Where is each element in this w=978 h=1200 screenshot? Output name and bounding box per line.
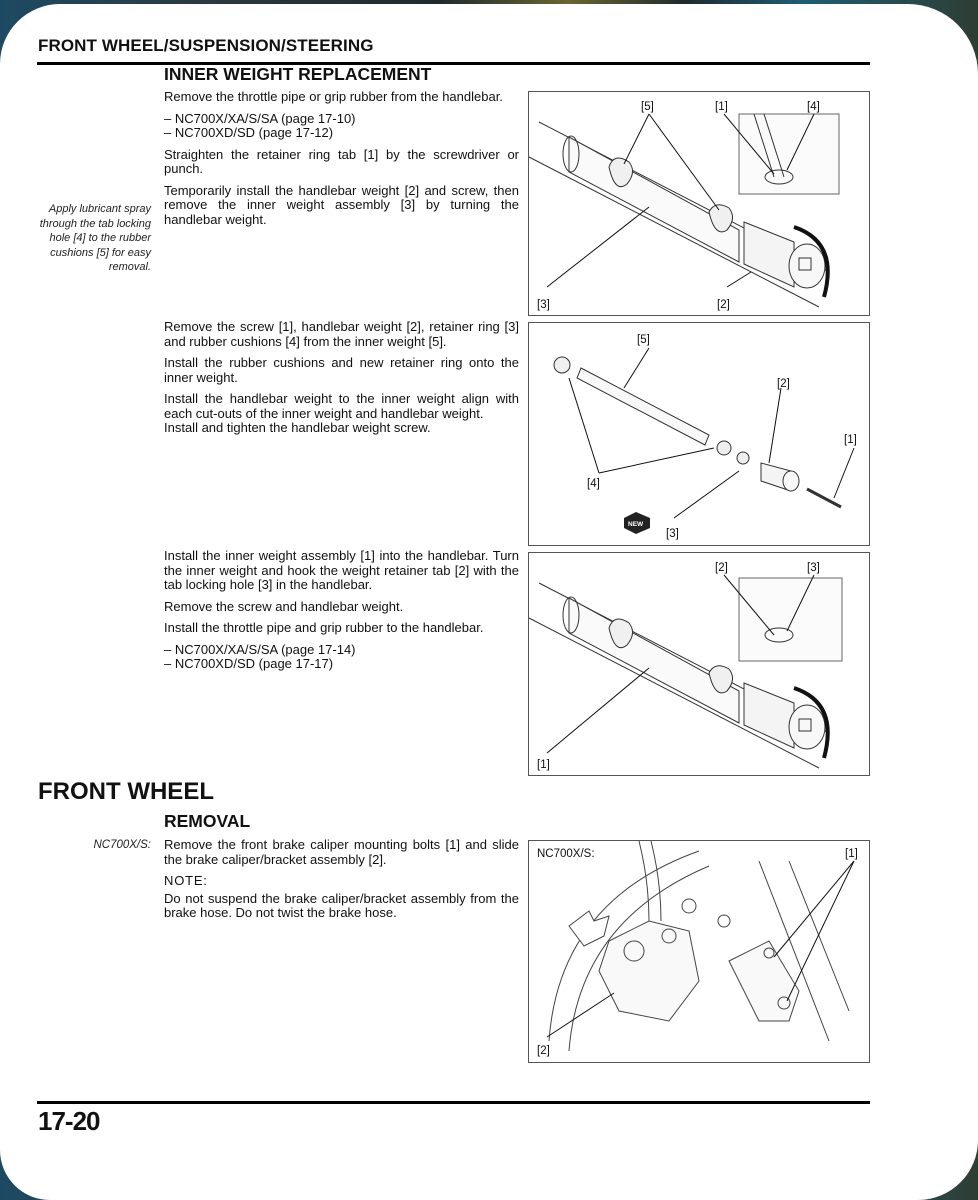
fig2-label-4: [4]: [587, 478, 600, 490]
fig2-label-2: [2]: [777, 378, 790, 390]
step3-ref-2: – NC700XD/SD (page 17-17): [164, 656, 334, 671]
fig1-label-4: [4]: [807, 101, 820, 113]
footer-rule: [37, 1101, 870, 1104]
header-rule: [37, 62, 870, 65]
figure-inner-weight-exploded: [528, 322, 870, 546]
step3-text: [164, 549, 519, 672]
removal-p1: Remove the front brake caliper mounting bolts [1] and slide the brake caliper/bracket assembly [2].: [164, 837, 519, 867]
new-badge-text: NEW: [628, 521, 644, 528]
step3-p1: Install the inner weight assembly [1] into the handlebar. Turn the inner weight and hook the weight retainer tab [2] with the tab locking hole [3] in the handlebar.: [164, 548, 519, 592]
fig2-label-5: [5]: [637, 334, 650, 346]
fig1-label-5: [5]: [641, 101, 654, 113]
new-part-badge-icon: [624, 512, 650, 534]
figure4-illustration: [529, 841, 869, 1062]
fig3-label-3: [3]: [807, 562, 820, 574]
step3-p2: Remove the screw and handlebar weight.: [164, 598, 404, 614]
step2-p4: Install and tighten the handlebar weight screw.: [164, 420, 431, 435]
step2-text: [164, 320, 519, 443]
model-margin-note: NC700X/S:: [93, 839, 151, 851]
fig2-label-1: [1]: [844, 434, 857, 446]
fig4-label-2: [2]: [537, 1045, 550, 1057]
step1-p2: Straighten the retainer ring tab [1] by the screwdriver or punch.: [164, 146, 519, 176]
step2-p3: Install the handlebar weight to the inner weight align with each cut-outs of the inner weight and handlebar weight.: [164, 391, 519, 421]
step1-ref-1: – NC700X/XA/S/SA (page 17-10): [164, 110, 356, 126]
section-header: FRONT WHEEL/SUSPENSION/STEERING: [38, 36, 374, 55]
step1-p1: Remove the throttle pipe or grip rubber from the handlebar.: [164, 89, 503, 104]
step3-ref-1: – NC700X/XA/S/SA (page 17-14): [164, 641, 356, 657]
fig3-label-2: [2]: [715, 562, 728, 574]
fig1-label-2: [2]: [717, 299, 730, 311]
fig4-caption: NC700X/S:: [537, 848, 595, 860]
step1-text: [164, 90, 519, 234]
lubricant-margin-note: Apply lubricant spray through the tab locking hole [4] to the rubber cushions [5] for easy removal.: [39, 203, 151, 273]
step2-p2: Install the rubber cushions and new retainer ring onto the inner weight.: [164, 355, 519, 385]
figure3-illustration: [529, 553, 869, 775]
fig3-label-1: [1]: [537, 759, 550, 771]
figure1-illustration: [529, 92, 869, 315]
step3-p3: Install the throttle pipe and grip rubber to the handlebar.: [164, 620, 484, 635]
fig2-label-3: [3]: [666, 528, 679, 540]
manual-page: [0, 4, 978, 1200]
step2-p1: Remove the screw [1], handlebar weight [2], retainer ring [3] and rubber cushions [4] from the inner weight [5].: [164, 319, 519, 349]
figure-caliper-removal: [528, 840, 870, 1063]
fig4-label-1: [1]: [845, 848, 858, 860]
figure-inner-weight-install: [528, 552, 870, 776]
step1-p3: Temporarily install the handlebar weight [2] and screw, then remove the inner weight assembly [3] by turning the handlebar weight.: [164, 182, 519, 227]
removal-text: [164, 838, 519, 928]
note-label: NOTE:: [164, 873, 208, 888]
page-number: 17-20: [38, 1106, 100, 1136]
inner-weight-title: INNER WEIGHT REPLACEMENT: [164, 64, 432, 84]
fig1-label-1: [1]: [715, 101, 728, 113]
front-wheel-title: FRONT WHEEL: [38, 778, 214, 805]
step1-ref-2: – NC700XD/SD (page 17-12): [164, 125, 334, 140]
fig1-label-3: [3]: [537, 299, 550, 311]
figure2-illustration: [529, 323, 869, 545]
figure-inner-weight-removal: [528, 91, 870, 316]
removal-title: REMOVAL: [164, 811, 251, 831]
note-text: Do not suspend the brake caliper/bracket assembly from the brake hose. Do not twist the brake hose.: [164, 890, 519, 920]
